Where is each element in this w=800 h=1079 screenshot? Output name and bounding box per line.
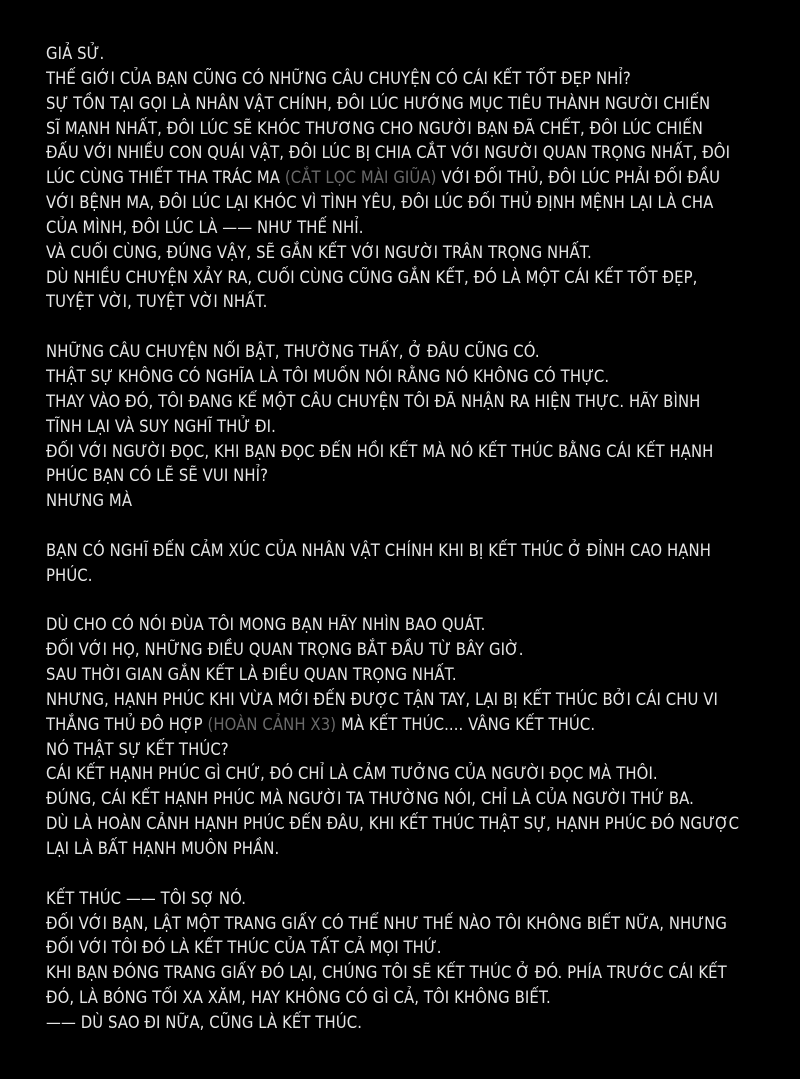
blank-line	[46, 514, 776, 539]
line-text: SAU THỜI GIAN GẮN KẾT LÀ ĐIỀU QUAN TRỌNG NHẤT.	[46, 665, 457, 685]
line-text: VÀ CUỐI CÙNG, ĐÚNG VẬY, SẼ GẮN KẾT VỚI NGƯỜI TRÂN TRỌNG NHẤT.	[46, 242, 592, 262]
line-text: DÙ NHIỀU CHUYỆN XẢY RA, CUỐI CÙNG CŨNG GẮN KẾT, ĐÓ LÀ MỘT CÁI KẾT TỐT ĐẸP,	[46, 267, 698, 287]
line-text: TUYỆT VỜI, TUYỆT VỜI NHẤT.	[46, 292, 268, 312]
text-line	[46, 440, 776, 465]
text-line	[46, 415, 776, 440]
line-text: ĐẤU VỚI NHIỀU CON QUÁI VẬT, ĐÔI LÚC BỊ CHIA CẮT VỚI NGƯỜI QUAN TRỌNG NHẤT, ĐÔI	[46, 143, 731, 163]
line-text: THAY VÀO ĐÓ, TÔI ĐANG KỂ MỘT CÂU CHUYỆN TÔI ĐÃ NHẬN RA HIỆN THỰC. HÃY BÌNH	[46, 391, 701, 411]
line-text: SĨ MẠNH NHẤT, ĐÔI LÚC SẼ KHÓC THƯƠNG CHO NGƯỜI BẠN ĐÃ CHẾT, ĐÔI LÚC CHIẾN	[46, 118, 703, 138]
line-text: NHỮNG CÂU CHUYỆN NỔI BẬT, THƯỜNG THẤY, Ở ĐÂU CŨNG CÓ.	[46, 342, 540, 362]
text-line	[46, 464, 776, 489]
story-text	[46, 42, 776, 1036]
blank-line	[46, 862, 776, 887]
line-text: KHI BẠN ĐÓNG TRANG GIẤY ĐÓ LẠI, CHÚNG TÔI SẼ KẾT THÚC Ở ĐÓ. PHÍA TRƯỚC CÁI KẾT	[46, 963, 727, 983]
line-text: —— DÙ SAO ĐI NỮA, CŨNG LÀ KẾT THÚC.	[46, 1012, 363, 1032]
text-line	[46, 489, 776, 514]
text-line	[46, 67, 776, 92]
text-line	[46, 92, 776, 117]
text-line	[46, 837, 776, 862]
line-text: THẬT SỰ KHÔNG CÓ NGHĨA LÀ TÔI MUỐN NÓI RẰNG NÓ KHÔNG CÓ THỰC.	[46, 366, 610, 386]
text-line	[46, 638, 776, 663]
text-line	[46, 936, 776, 961]
text-line	[46, 241, 776, 266]
text-line	[46, 365, 776, 390]
text-line	[46, 42, 776, 67]
line-text: NHƯNG, HẠNH PHÚC KHI VỪA MỚI ĐẾN ĐƯỢC TẬN TAY, LẠI BỊ KẾT THÚC BỞI CÁI CHU VI	[46, 689, 718, 709]
blank-line	[46, 589, 776, 614]
line-text: SỰ TỒN TẠI GỌI LÀ NHÂN VẬT CHÍNH, ĐÔI LÚC HƯỚNG MỤC TIÊU THÀNH NGƯỜI CHIẾN	[46, 93, 711, 113]
line-text: GIẢ SỬ.	[46, 44, 105, 63]
text-line	[46, 1011, 776, 1036]
line-text: ĐÚNG, CÁI KẾT HẠNH PHÚC MÀ NGƯỜI TA THƯỜNG NÓI, CHỈ LÀ CỦA NGƯỜI THỨ BA.	[46, 789, 694, 809]
annotation-text: (HOÀN CẢNH X3)	[207, 714, 337, 734]
line-text: LÚC CÙNG THIẾT THA TRÁC MA	[46, 168, 285, 188]
text-line	[46, 738, 776, 763]
line-text: ĐỐI VỚI NGƯỜI ĐỌC, KHI BẠN ĐỌC ĐẾN HỒI KẾT MÀ NÓ KẾT THÚC BẰNG CÁI KẾT HẠNH	[46, 441, 714, 461]
line-text: THẮNG THỦ ĐÔ HỢP	[46, 714, 208, 734]
text-line	[46, 390, 776, 415]
line-text: ĐÓ, LÀ BÓNG TỐI XA XĂM, HAY KHÔNG CÓ GÌ CẢ, TÔI KHÔNG BIẾT.	[46, 988, 551, 1008]
text-line	[46, 787, 776, 812]
text-line	[46, 141, 776, 166]
line-text: ĐỐI VỚI HỌ, NHỮNG ĐIỀU QUAN TRỌNG BẮT ĐẦU TỪ BÂY GIỜ.	[46, 640, 524, 660]
blank-line	[46, 315, 776, 340]
text-line	[46, 564, 776, 589]
text-line	[46, 986, 776, 1011]
text-line	[46, 613, 776, 638]
text-line	[46, 912, 776, 937]
text-line	[46, 688, 776, 713]
text-line	[46, 539, 776, 564]
text-line	[46, 762, 776, 787]
text-line	[46, 812, 776, 837]
line-text: NÓ THẬT SỰ KẾT THÚC?	[46, 739, 229, 759]
line-text: ĐỐI VỚI BẠN, LẬT MỘT TRANG GIẤY CÓ THỂ NHƯ THẾ NÀO TÔI KHÔNG BIẾT NỮA, NHƯNG	[46, 913, 727, 933]
text-line	[46, 961, 776, 986]
line-text: CÁI KẾT HẠNH PHÚC GÌ CHỨ, ĐÓ CHỈ LÀ CẢM TƯỞNG CỦA NGƯỜI ĐỌC MÀ THÔI.	[46, 764, 658, 784]
text-line	[46, 266, 776, 291]
text-line	[46, 216, 776, 241]
annotation-text: (CẮT LỌC MÀI GIŨA)	[284, 168, 437, 188]
line-text: LẠI LÀ BẤT HẠNH MUÔN PHẦN.	[46, 839, 280, 858]
line-text: CỦA MÌNH, ĐÔI LÚC LÀ —— NHƯ THẾ NHỈ.	[46, 217, 364, 237]
line-text: KẾT THÚC —— TÔI SỢ NÓ.	[46, 888, 247, 908]
line-text: VỚI ĐỐI THỦ, ĐÔI LÚC PHẢI ĐỐI ĐẦU	[436, 168, 721, 188]
line-text: DÙ CHO CÓ NÓI ĐÙA TÔI MONG BẠN HÃY NHÌN BAO QUÁT.	[46, 615, 486, 635]
text-line	[46, 340, 776, 365]
text-line	[46, 117, 776, 142]
text-line	[46, 191, 776, 216]
line-text: ĐỐI VỚI TÔI ĐÓ LÀ KẾT THÚC CỦA TẤT CẢ MỌI THỨ.	[46, 938, 442, 958]
text-line	[46, 166, 776, 191]
line-text: DÙ LÀ HOÀN CẢNH HẠNH PHÚC ĐẾN ĐÂU, KHI KẾT THÚC THẬT SỰ, HẠNH PHÚC ĐÓ NGƯỢC	[46, 814, 740, 834]
text-line	[46, 887, 776, 912]
line-text: MÀ KẾT THÚC.... VÂNG KẾT THÚC.	[336, 714, 596, 734]
line-text: BẠN CÓ NGHĨ ĐẾN CẢM XÚC CỦA NHÂN VẬT CHÍNH KHI BỊ KẾT THÚC Ở ĐỈNH CAO HẠNH	[46, 540, 712, 560]
line-text: TĨNH LẠI VÀ SUY NGHĨ THỬ ĐI.	[46, 416, 276, 436]
line-text: VỚI BỆNH MA, ĐÔI LÚC LẠI KHÓC VÌ TÌNH YÊU, ĐÔI LÚC ĐỐI THỦ ĐỊNH MỆNH LẠI LÀ CHA	[46, 193, 714, 213]
text-line	[46, 663, 776, 688]
line-text: PHÚC.	[46, 565, 93, 585]
text-line	[46, 290, 776, 315]
line-text: THẾ GIỚI CỦA BẠN CŨNG CÓ NHỮNG CÂU CHUYỆN CÓ CÁI KẾT TỐT ĐẸP NHỈ?	[46, 68, 631, 88]
text-line	[46, 713, 776, 738]
line-text: PHÚC BẠN CÓ LẼ SẼ VUI NHỈ?	[46, 466, 269, 486]
line-text: NHƯNG MÀ	[46, 491, 133, 511]
